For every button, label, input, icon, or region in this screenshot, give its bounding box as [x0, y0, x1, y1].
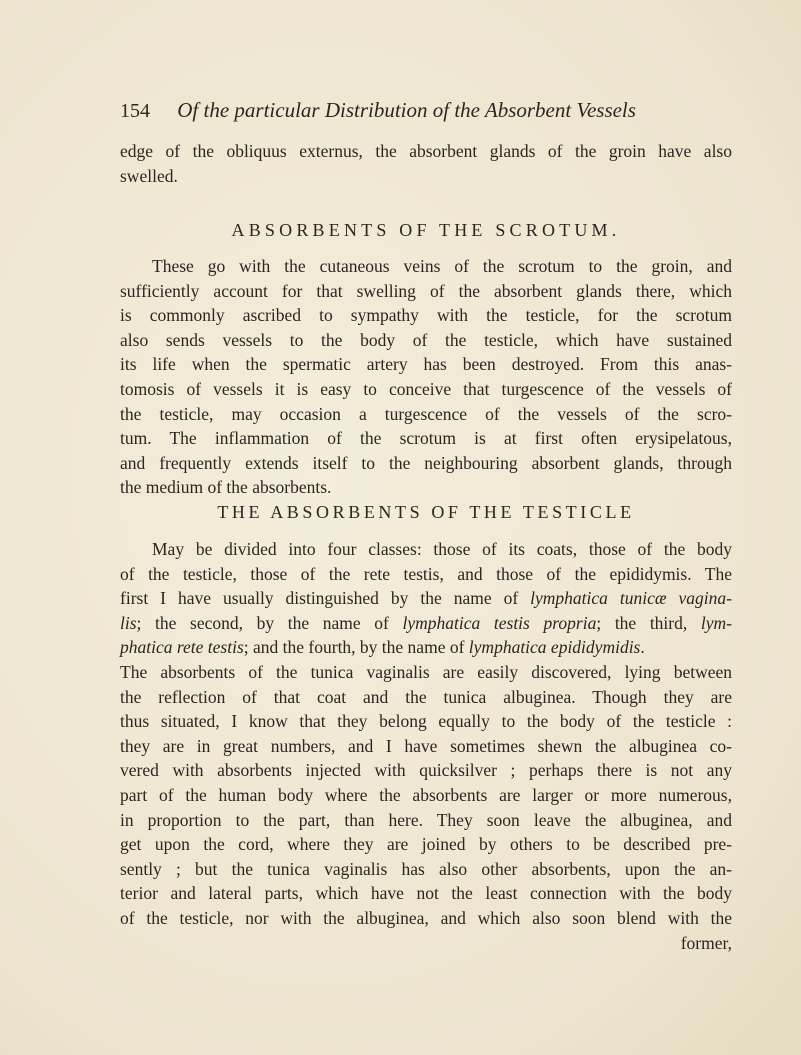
text-run: . [640, 637, 645, 658]
latin-term: lymphatica epididymidis [468, 637, 641, 658]
text-line: tum. The inflammation of the scrotum is at first often erysipelatous, [120, 428, 732, 449]
catchword: former, [680, 932, 732, 953]
page-number: 154 [120, 100, 150, 122]
latin-term: phatica rete testis [120, 637, 244, 658]
latin-term: lis [120, 612, 137, 633]
text-line: vered with absorbents injected with quicksilver ; perhaps there is not any [120, 760, 732, 781]
latin-term: lymphatica testis propria [402, 612, 597, 633]
text-line: part of the human body where the absorbents are larger or more numerous, [120, 784, 732, 805]
text-line: get upon the cord, where they are joined by others to be described pre- [120, 834, 732, 855]
text-line: the testicle, may occasion a turgescence of the vessels of the scro- [120, 403, 732, 424]
text-line: the medium of the absorbents. [120, 477, 332, 498]
text-run: ; the second, by the name of [136, 612, 403, 633]
text-line: of the testicle, nor with the albuginea, and which also soon blend with the [120, 907, 732, 928]
text-line: thus situated, I know that they belong equally to the body of the testicle : [120, 711, 732, 732]
section-heading-scrotum: ABSORBENTS OF THE SCROTUM. [231, 220, 621, 240]
section-heading-testicle: THE ABSORBENTS OF THE TESTICLE [217, 502, 635, 522]
text-line: they are in great numbers, and I have sometimes shewn the albuginea co- [120, 735, 732, 756]
running-title: Of the particular Distribution of the Absorbent Vessels [177, 98, 636, 122]
text-run: ; and the fourth, by the name of [243, 637, 469, 658]
text-line: is commonly ascribed to sympathy with the testicle, for the scrotum [120, 305, 732, 326]
intro-paragraph [120, 139, 732, 188]
text-line: its life when the spermatic artery has been destroyed. From this anas- [120, 354, 732, 375]
text-line [120, 586, 732, 611]
text-line: tomosis of vessels it is easy to conceive that turgescence of the vessels of [120, 378, 732, 399]
text-run: first I have usually distinguished by the name of [120, 588, 531, 609]
latin-term: lymphatica tunicæ vagina- [530, 588, 732, 609]
text-line: The absorbents of the tunica vaginalis are easily discovered, lying between [120, 661, 732, 682]
text-line: These go with the cutaneous veins of the scrotum to the groin, and [152, 256, 732, 276]
text-line: May be divided into four classes: those of its coats, those of the body [152, 539, 732, 559]
latin-term: lym- [700, 612, 732, 633]
page-header [120, 96, 680, 125]
text-line [120, 611, 732, 636]
text-run: ; the third, [596, 612, 701, 633]
text-line: the reflection of that coat and the tunica albuginea. Though they are [120, 686, 732, 707]
text-line: swelled. [120, 165, 178, 186]
text-line [120, 635, 732, 660]
testicle-paragraph [120, 537, 732, 955]
text-line: terior and lateral parts, which have not the least connection with the body [120, 883, 732, 904]
text-line: and frequently extends itself to the neighbouring absorbent glands, through [120, 452, 732, 473]
text-line: of the testicle, those of the rete testis, and those of the epididymis. The [120, 563, 732, 584]
text-line: also sends vessels to the body of the testicle, which have sustained [120, 329, 732, 350]
text-line: sufficiently account for that swelling of the absorbent glands there, which [120, 280, 732, 301]
text-line: edge of the obliquus externus, the absorbent glands of the groin have also [120, 141, 732, 161]
text-line: in proportion to the part, than here. They soon leave the albuginea, and [120, 809, 732, 830]
scrotum-paragraph [120, 254, 732, 500]
text-line: sently ; but the tunica vaginalis has also other absorbents, upon the an- [120, 858, 732, 879]
